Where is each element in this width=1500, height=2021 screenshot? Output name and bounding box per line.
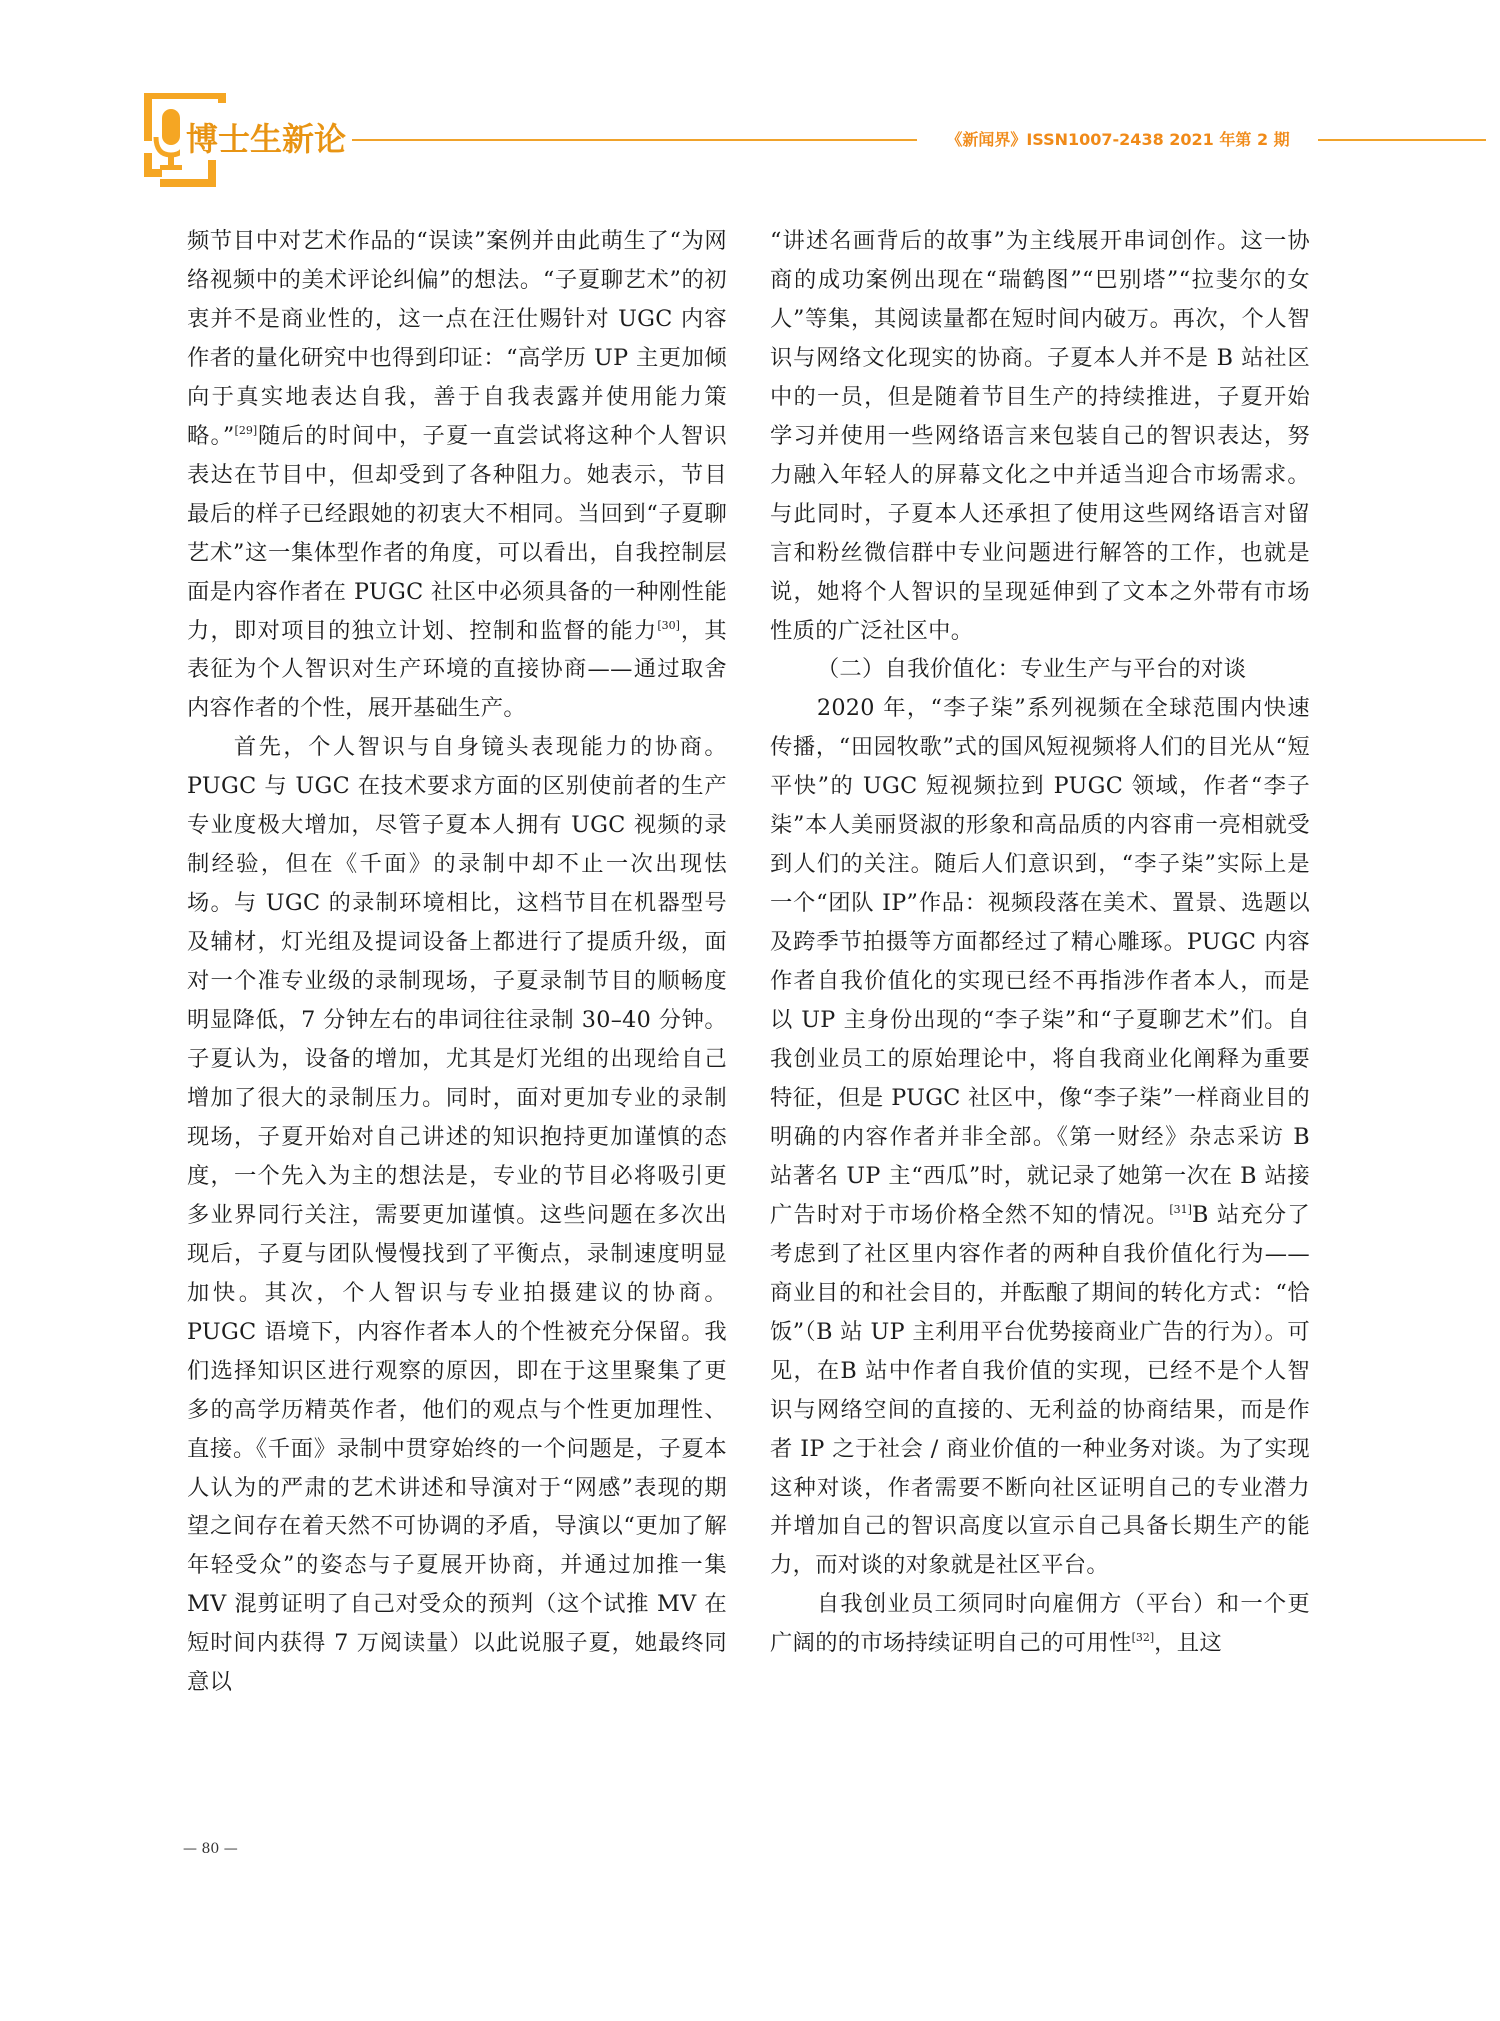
paragraph-text: B 站充分了考虑到了社区里内容作者的两种自我价值化行为——商业目的和社会目的，并酝酿了期间的转化方式：“恰饭”（B 站 UP 主利用平台优势接商业广告的行为）。可见，在B 站中作者自我价值的实现，已经不是个人智识与网络空间的直接的、无利益的协商结果，而是作者 IP 之于社会 / 商业价值的一种业务对谈。为了实现这种对谈，作者需要不断向社区证明自己的专业潜力并增加自己的智识高度以宣示自己具备长期生产的能力，而对谈的对象就是社区平台。 <box>770 1201 1310 1579</box>
page-header <box>0 0 1500 200</box>
paragraph: 首先，个人智识与自身镜头表现能力的协商。PUGC 与 UGC 在技术要求方面的区别使前者的生产专业度极大增加，尽管子夏本人拥有 UGC 视频的录制经验，但在《千面》的录制中却不止一次出现怯场。与 UGC 的录制环境相比，这档节目在机器型号及辅材，灯光组及提词设备上都进行了提质升级，面对一个准专业级的录制现场，子夏录制节目的顺畅度明显降低，7 分钟左右的串词往往录制 30–40 分钟。子夏认为，设备的增加，尤其是灯光组的出现给自己增加了很大的录制压力。同时，面对更加专业的录制现场，子夏开始对自己讲述的知识抱持更加谨慎的态度，一个先入为主的想法是，专业的节目必将吸引更多业界同行关注，需要更加谨慎。这些问题在多次出现后，子夏与团队慢慢找到了平衡点，录制速度明显加快。其次，个人智识与专业拍摄建议的协商。PUGC 语境下，内容作者本人的个性被充分保留。我们选择知识区进行观察的原因，即在于这里聚集了更多的高学历精英作者，他们的观点与个性更加理性、直接。《千面》录制中贯穿始终的一个问题是，子夏本人认为的严肃的艺术讲述和导演对于“网感”表现的期望之间存在着天然不可协调的矛盾，导演以“更加了解年轻受众”的姿态与子夏展开协商，并通过加推一集 MV 混剪证明了自己对受众的预判（这个试推 MV 在短时间内获得 7 万阅读量）以此说服子夏，她最终同意以 <box>187 734 727 1696</box>
section-heading: （二）自我价值化：专业生产与平台的对谈 <box>816 656 1247 683</box>
right-column <box>770 222 1310 1663</box>
citation-ref: [29] <box>234 423 258 437</box>
paragraph-text: 2020 年，“李子柒”系列视频在全球范围内快速传播，“田园牧歌”式的国风短视频将人们的目光从“短平快”的 UGC 短视频拉到 PUGC 领域，作者“李子柒”本人美丽贤淑的形象和高品质的内容甫一亮相就受到人们的关注。随后人们意识到，“李子柒”实际上是一个“团队 IP”作品：视频段落在美术、置景、选题以及跨季节拍摄等方面都经过了精心雕琢。PUGC 内容作者自我价值化的实现已经不再指涉作者本人，而是以 UP 主身份出现的“李子柒”和“子夏聊艺术”们。自我创业员工的原始理论中，将自我商业化阐释为重要特征，但是 PUGC 社区中，像“李子柒”一样商业目的明确的内容作者并非全部。《第一财经》杂志采访 B 站著名 UP 主“西瓜”时，就记录了她第一次在 B 站接广告时对于市场价格全然不知的情况。 <box>770 695 1310 1228</box>
citation-ref: [30] <box>657 618 680 632</box>
header-rule-left <box>345 139 917 141</box>
citation-ref: [31] <box>1169 1202 1192 1216</box>
paragraph-text: ，其表征为个人智识对生产环境的直接协商——通过取舍内容作者的个性，展开基础生产。 <box>187 617 727 722</box>
paragraph-text: 自我创业员工须同时向雇佣方（平台）和一个更广阔的的市场持续证明自己的可用性 <box>770 1591 1310 1657</box>
left-column <box>187 222 727 1702</box>
paragraph <box>187 222 727 728</box>
page-number: — 80 — <box>183 1841 238 1857</box>
paragraph-text: 随后的时间中，子夏一直尝试将这种个人智识表达在节目中，但却受到了各种阻力。她表示，节目最后的样子已经跟她的初衷大不相同。当回到“子夏聊艺术”这一集体型作者的角度，可以看出，自我控制层面是内容作者在 PUGC 社区中必须具备的一种刚性能力，即对项目的独立计划、控制和监督的能力 <box>187 422 727 644</box>
header-rule-right <box>1318 139 1486 141</box>
paragraph-text: 频节目中对艺术作品的“误读”案例并由此萌生了“为网络视频中的美术评论纠偏”的想法。“子夏聊艺术”的初衷并不是商业性的，这一点在汪仕赐针对 UGC 内容作者的量化研究中也得到印证：“高学历 UP 主更加倾向于真实地表达自我，善于自我表露并使用能力策略。” <box>187 228 727 449</box>
paragraph <box>770 1585 1310 1663</box>
section-title: 博士生新论 <box>180 118 352 160</box>
journal-info: 《新闻界》ISSN1007-2438 2021 年第 2 期 <box>946 130 1290 149</box>
citation-ref: [32] <box>1131 1631 1155 1645</box>
paragraph-text: ，且这 <box>1154 1630 1222 1657</box>
paragraph: “讲述名画背后的故事”为主线展开串词创作。这一协商的成功案例出现在“瑞鹤图”“巴别塔”“拉斐尔的女人”等集，其阅读量都在短时间内破万。再次，个人智识与网络文化现实的协商。子夏本人并不是 B 站社区中的一员，但是随着节目生产的持续推进，子夏开始学习并使用一些网络语言来包装自己的智识表达，努力融入年轻人的屏幕文化之中并适当迎合市场需求。与此同时，子夏本人还承担了使用这些网络语言对留言和粉丝微信群中专业问题进行解答的工作，也就是说，她将个人智识的呈现延伸到了文本之外带有市场性质的广泛社区中。 <box>770 228 1310 644</box>
paragraph <box>770 689 1310 1585</box>
